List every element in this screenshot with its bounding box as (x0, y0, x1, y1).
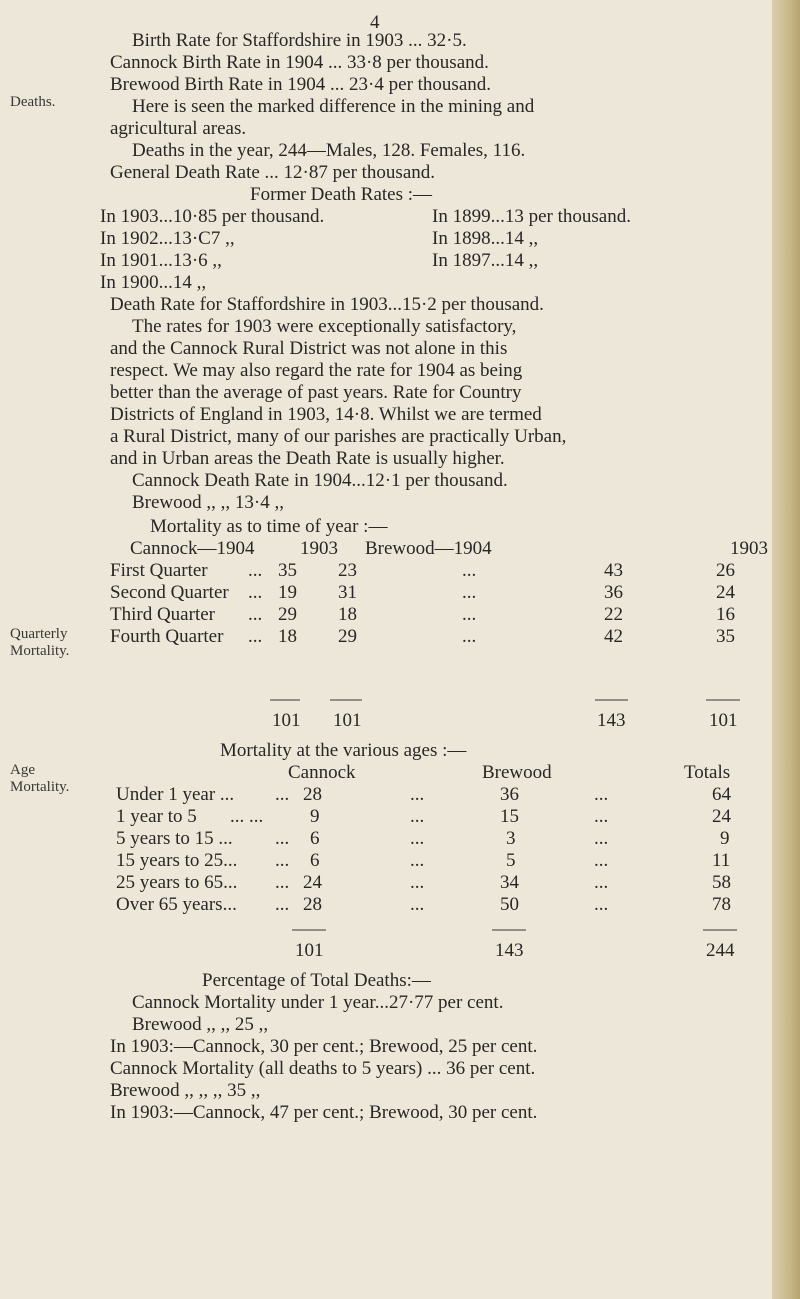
age-dots-3: ... (594, 894, 609, 915)
birth-line-3: Brewood Birth Rate in 1904 ... 23·4 per thousand. (110, 74, 492, 95)
age-dots-3: ... (594, 828, 609, 849)
age-total: 9 (720, 828, 730, 849)
rate-1900: In 1900...14 ,, (100, 272, 207, 293)
percentage-line-5: Brewood ,, ,, ,, 35 ,, (110, 1080, 261, 1101)
quarterly-total-brewood-1903: 101 (709, 710, 738, 731)
quarter-brewood-1903: 26 (716, 560, 735, 581)
quarter-brewood-1903: 16 (716, 604, 735, 625)
rate-1899: In 1899...13 per thousand. (432, 206, 631, 227)
quarterly-col-brewood: Brewood—1904 (365, 538, 492, 559)
age-brewood: 5 (506, 850, 516, 871)
age-label: 15 years to 25... (116, 850, 238, 871)
age-brewood: 50 (500, 894, 519, 915)
quarterly-col-brewood-1903: 1903 (730, 538, 768, 559)
age-dots-2: ... (410, 828, 425, 849)
age-dots-1: ... (275, 784, 290, 805)
age-cannock: 9 (310, 806, 320, 827)
rate-1903: In 1903...10·85 per thousand. (100, 206, 325, 227)
age-dots-3: ... (594, 872, 609, 893)
quarter-dots: ... (248, 604, 263, 625)
age-dots-1: ... (275, 872, 290, 893)
age-dots-3: ... (594, 806, 609, 827)
age-col-cannock: Cannock (288, 762, 356, 783)
age-dots-1: ... (275, 894, 290, 915)
age-heading: Mortality at the various ages :— (220, 740, 467, 761)
age-brewood: 15 (500, 806, 519, 827)
age-total: 58 (712, 872, 731, 893)
quarter-brewood-1903: 24 (716, 582, 735, 603)
birth-line-1: Birth Rate for Staffordshire in 1903 ... 32·5. (132, 30, 467, 51)
age-label: 5 years to 15 ... (116, 828, 233, 849)
quarter-brewood-1904: 43 (604, 560, 623, 581)
quarter-cannock-1904: 35 (278, 560, 297, 581)
age-col-totals: Totals (684, 762, 731, 783)
deaths-para-3: and the Cannock Rural District was not alone in this (110, 338, 508, 359)
age-total-all: 244 (706, 940, 735, 961)
margin-note-age-line1: Age (10, 762, 35, 778)
age-total: 78 (712, 894, 731, 915)
percentage-line-6: In 1903:—Cannock, 47 per cent.; Brewood, 30 per cent. (110, 1102, 538, 1123)
quarter-label: Third Quarter (110, 604, 215, 625)
quarter-cannock-1903: 18 (338, 604, 357, 625)
deaths-para-5: better than the average of past years. Rate for Country (110, 382, 522, 403)
age-dots-2: ... (410, 850, 425, 871)
age-label: 25 years to 65... (116, 872, 238, 893)
brewood-death-rate: Brewood ,, ,, 13·4 ,, (132, 492, 284, 513)
quarter-dots: ... (248, 626, 263, 647)
rate-1898: In 1898...14 ,, (432, 228, 539, 249)
age-cannock: 28 (303, 894, 322, 915)
percentage-heading: Percentage of Total Deaths:— (202, 970, 431, 991)
quarter-label: Second Quarter (110, 582, 229, 603)
quarter-cannock-1904: 19 (278, 582, 297, 603)
quarterly-heading: Mortality as to time of year :— (150, 516, 388, 537)
rate-1901: In 1901...13·6 ,, (100, 250, 222, 271)
quarter-cannock-1904: 29 (278, 604, 297, 625)
quarterly-total-brewood-1904: 143 (597, 710, 626, 731)
age-dots-3: ... (594, 850, 609, 871)
age-dots-2: ... (410, 872, 425, 893)
former-rates-heading: Former Death Rates :— (250, 184, 433, 205)
quarter-dots-2: ... (462, 582, 477, 603)
age-label: Under 1 year ... (116, 784, 235, 805)
deaths-line-2: General Death Rate ... 12·87 per thousand. (110, 162, 436, 183)
quarter-brewood-1903: 35 (716, 626, 735, 647)
quarter-cannock-1903: 29 (338, 626, 357, 647)
deaths-para-8: and in Urban areas the Death Rate is usually higher. (110, 448, 505, 469)
quarterly-total-cannock-1904: 101 (272, 710, 301, 731)
age-brewood: 36 (500, 784, 519, 805)
quarterly-col-cannock: Cannock—1904 (130, 538, 255, 559)
age-cannock: 6 (310, 850, 320, 871)
quarter-cannock-1904: 18 (278, 626, 297, 647)
birth-line-5: agricultural areas. (110, 118, 247, 139)
margin-note-age (10, 762, 69, 796)
cannock-death-rate: Cannock Death Rate in 1904...12·1 per thousand. (132, 470, 508, 491)
quarter-dots-2: ... (462, 604, 477, 625)
age-cannock: 28 (303, 784, 322, 805)
quarter-brewood-1904: 22 (604, 604, 623, 625)
deaths-para-1: Death Rate for Staffordshire in 1903...15·2 per thousand. (110, 294, 544, 315)
page-number: 4 (370, 12, 380, 33)
quarter-label: Fourth Quarter (110, 626, 224, 647)
age-total-brewood: 143 (495, 940, 524, 961)
age-dots-1: ... (275, 828, 290, 849)
age-total: 64 (712, 784, 731, 805)
quarterly-total-cannock-1903: 101 (333, 710, 362, 731)
margin-note-quarterly (10, 626, 69, 660)
margin-note-deaths: Deaths. (10, 94, 56, 110)
deaths-para-7: a Rural District, many of our parishes are practically Urban, (110, 426, 567, 447)
quarter-dots: ... (248, 582, 263, 603)
percentage-line-2: Brewood ,, ,, 25 ,, (132, 1014, 269, 1035)
margin-note-age-line2: Mortality. (10, 779, 70, 795)
age-total: 24 (712, 806, 731, 827)
page-edge (772, 0, 800, 1299)
age-label: Over 65 years... (116, 894, 237, 915)
age-dots-3: ... (594, 784, 609, 805)
age-dots-2: ... (410, 806, 425, 827)
quarter-dots-2: ... (462, 626, 477, 647)
quarter-cannock-1903: 23 (338, 560, 357, 581)
quarter-brewood-1904: 42 (604, 626, 623, 647)
quarter-cannock-1903: 31 (338, 582, 357, 603)
percentage-line-3: In 1903:—Cannock, 30 per cent.; Brewood, 25 per cent. (110, 1036, 538, 1057)
age-col-brewood: Brewood (482, 762, 552, 783)
quarter-brewood-1904: 36 (604, 582, 623, 603)
percentage-line-4: Cannock Mortality (all deaths to 5 years) ... 36 per cent. (110, 1058, 536, 1079)
margin-note-quarterly-line1: Quarterly (10, 626, 68, 642)
birth-line-4: Here is seen the marked difference in the mining and (132, 96, 535, 117)
age-dots-2: ... (410, 894, 425, 915)
rate-1897: In 1897...14 ,, (432, 250, 539, 271)
age-cannock: 24 (303, 872, 322, 893)
age-total-cannock: 101 (295, 940, 324, 961)
margin-note-quarterly-line2: Mortality. (10, 643, 70, 659)
age-label: 1 year to 5 (116, 806, 197, 827)
deaths-line-1: Deaths in the year, 244—Males, 128. Females, 116. (132, 140, 526, 161)
age-brewood: 34 (500, 872, 519, 893)
rate-1902: In 1902...13·C7 ,, (100, 228, 235, 249)
age-dots-1: ... ... (230, 806, 264, 827)
deaths-para-4: respect. We may also regard the rate for 1904 as being (110, 360, 523, 381)
age-dots-2: ... (410, 784, 425, 805)
age-dots-1: ... (275, 850, 290, 871)
deaths-para-2: The rates for 1903 were exceptionally satisfactory, (132, 316, 517, 337)
age-brewood: 3 (506, 828, 516, 849)
quarter-dots-2: ... (462, 560, 477, 581)
age-cannock: 6 (310, 828, 320, 849)
quarterly-col-cannock-1903: 1903 (300, 538, 338, 559)
quarter-label: First Quarter (110, 560, 208, 581)
quarter-dots: ... (248, 560, 263, 581)
age-total: 11 (712, 850, 731, 871)
birth-line-2: Cannock Birth Rate in 1904 ... 33·8 per thousand. (110, 52, 489, 73)
percentage-line-1: Cannock Mortality under 1 year...27·77 per cent. (132, 992, 504, 1013)
deaths-para-6: Districts of England in 1903, 14·8. Whilst we are termed (110, 404, 542, 425)
